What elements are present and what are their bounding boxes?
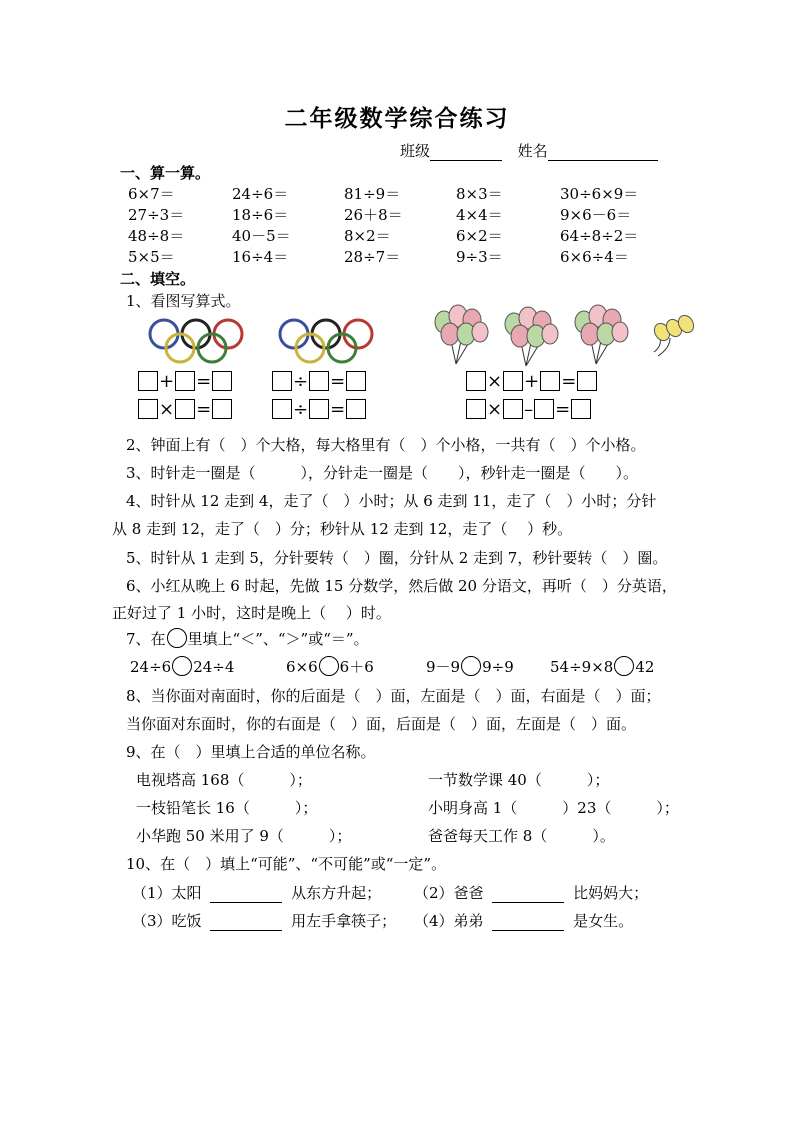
q7-comparisons [130,656,654,677]
answer-box[interactable] [503,399,523,419]
section2-heading: 二、填空。 [120,270,196,288]
rings-equations-2 [272,368,366,422]
calc-item: 9×6－6＝ [560,206,632,224]
calc-item: 6×6÷4＝ [560,248,629,266]
cmp-left: 9－9 [426,658,461,676]
operator: × [159,398,175,420]
answer-box[interactable] [138,371,158,391]
q4-line1: 4、时针从 12 走到 4，走了（ ）小时；从 6 走到 11，走了（ ）小时；分针 [126,492,657,510]
operator: = [330,398,346,420]
balloon-equations [466,368,597,422]
operator: × [487,398,503,420]
operator: + [524,370,540,392]
operator: = [555,398,571,420]
calc-item: 28÷7＝ [344,248,401,266]
olympic-rings-image-2 [276,318,380,364]
answer-box[interactable] [571,399,591,419]
calc-item: 9÷3＝ [456,248,503,266]
q9-item: 一节数学课 40（ ）； [428,771,610,789]
cmp-right: 6＋6 [339,658,374,676]
q10-label: （2）爸爸 [414,884,484,902]
answer-box[interactable] [466,399,486,419]
calc-item: 64÷8÷2＝ [560,227,639,245]
answer-box[interactable] [309,371,329,391]
cmp-left: 6×6 [286,658,318,676]
eq-row [272,396,366,422]
page-title: 二年级数学综合练习 [284,106,510,132]
eq-row [466,396,597,422]
comparison-item [426,656,550,677]
q7-text-b: 里填上“＜”、“＞”或“＝”。 [187,630,369,648]
eq-row [272,368,366,394]
answer-box[interactable] [212,399,232,419]
q6-line2: 正好过了 1 小时，这时是晚上（ ）时。 [112,604,391,622]
q10-item [132,882,381,903]
calc-item: 81÷9＝ [344,185,401,203]
calc-item: 8×2＝ [344,227,391,245]
class-label: 班级 [400,142,431,160]
q10-label: （4）弟弟 [414,912,484,930]
calc-item: 26＋8＝ [344,206,403,224]
operator: = [330,370,346,392]
answer-box[interactable] [175,371,195,391]
calc-item: 27÷3＝ [128,206,185,224]
yellow-balloons [651,313,696,356]
q7-text-a: 7、在 [126,630,166,648]
q9-item: 小明身高 1（ ）23（ ）； [428,799,679,817]
operator: = [561,370,577,392]
balloon-bunch-3 [575,305,628,364]
calc-item: 18÷6＝ [232,206,289,224]
q10-rest: 用左手拿筷子； [291,912,397,930]
cmp-right: 9÷9 [482,658,514,676]
operator: = [196,370,212,392]
answer-box[interactable] [272,371,292,391]
rings-equations-1 [138,368,232,422]
q9-item: 电视塔高 168（ ）； [136,771,312,789]
calc-item: 30÷6×9＝ [560,185,639,203]
q10-rest: 是女生。 [573,912,634,930]
q10-item [132,910,396,931]
cmp-left: 24÷6 [130,658,172,676]
answer-box[interactable] [540,371,560,391]
q10-label: （3）吃饭 [132,912,202,930]
q8-line2: 当你面对东面时，你的右面是（ ）面，后面是（ ）面，左面是（ ）面。 [126,715,637,733]
q10-rest: 从东方升起； [291,884,382,902]
q10-item [414,910,633,931]
q10-item [414,882,648,903]
q9-text: 9、在（ ）里填上合适的单位名称。 [126,743,376,761]
answer-box[interactable] [466,371,486,391]
answer-box[interactable] [534,399,554,419]
answer-box[interactable] [138,399,158,419]
circle-icon [167,628,187,648]
cmp-right: 42 [635,658,655,676]
balloon-bunch-1 [435,305,488,364]
answer-box[interactable] [577,371,597,391]
calc-item: 6×7＝ [128,185,175,203]
q10-label: （1）太阳 [132,884,202,902]
cmp-right: 24÷4 [193,658,235,676]
name-blank[interactable] [548,146,658,161]
comparison-item [130,656,286,677]
operator: ÷ [293,398,309,420]
q6-line1: 6、小红从晚上 6 时起，先做 15 分数学，然后做 20 分语文，再听（ ）分英语， [126,577,677,595]
class-blank[interactable] [430,146,502,161]
answer-box[interactable] [346,399,366,419]
balloon-bunch-2 [505,307,558,366]
calc-item: 6×2＝ [456,227,503,245]
operator: + [159,370,175,392]
calc-item: 8×3＝ [456,185,503,203]
operator: – [524,398,534,420]
q7-text [126,628,369,649]
answer-blank[interactable] [492,888,564,903]
answer-blank[interactable] [210,916,282,931]
calc-item: 48÷8＝ [128,227,185,245]
answer-box[interactable] [175,399,195,419]
q4-line2: 从 8 走到 12，走了（ ）分；秒针从 12 走到 12，走了（ ）秒。 [112,520,573,538]
answer-blank[interactable] [210,888,282,903]
answer-box[interactable] [346,371,366,391]
q9-item: 一枝铅笔长 16（ ）； [136,799,318,817]
q9-item: 小华跑 50 米用了 9（ ）； [136,827,352,845]
answer-box[interactable] [272,399,292,419]
compare-circle[interactable] [461,656,481,676]
eq-row [138,368,232,394]
class-name-line [400,140,658,161]
answer-box[interactable] [503,371,523,391]
q5-text: 5、时针从 1 走到 5，分针要转（ ）圈，分针从 2 走到 7，秒针要转（ ）圈。 [126,549,668,567]
eq-row [138,396,232,422]
q10-text: 10、在（ ）填上“可能”、“不可能”或“一定”。 [126,855,447,873]
q9-item: 爸爸每天工作 8（ ）。 [428,827,615,845]
answer-blank[interactable] [492,916,564,931]
balloons-image [430,304,700,372]
calc-item: 40－5＝ [232,227,291,245]
calc-item: 5×5＝ [128,248,175,266]
operator: × [487,370,503,392]
calc-item: 24÷6＝ [232,185,289,203]
operator: = [196,398,212,420]
operator: ÷ [293,370,309,392]
eq-row [466,368,597,394]
compare-circle[interactable] [172,656,192,676]
q2-text: 2、钟面上有（ ）个大格，每大格里有（ ）个小格，一共有（ ）个小格。 [126,436,646,454]
name-label: 姓名 [517,142,548,160]
q8-line1: 8、当你面对南面时，你的后面是（ ）面，左面是（ ）面，右面是（ ）面； [126,687,661,705]
cmp-left: 54÷9×8 [550,658,614,676]
section1-heading: 一、算一算。 [120,164,211,182]
olympic-rings-image-1 [146,318,250,364]
comparison-item [550,656,654,677]
q3-text: 3、时针走一圈是（ ），分针走一圈是（ ），秒针走一圈是（ ）。 [126,464,639,482]
calc-item: 16÷4＝ [232,248,289,266]
q1-text: 1、看图写算式。 [126,292,241,310]
answer-box[interactable] [309,399,329,419]
compare-circle[interactable] [614,656,634,676]
answer-box[interactable] [212,371,232,391]
compare-circle[interactable] [319,656,339,676]
comparison-item [286,656,426,677]
calc-item: 4×4＝ [456,206,503,224]
q10-rest: 比妈妈大； [573,884,649,902]
